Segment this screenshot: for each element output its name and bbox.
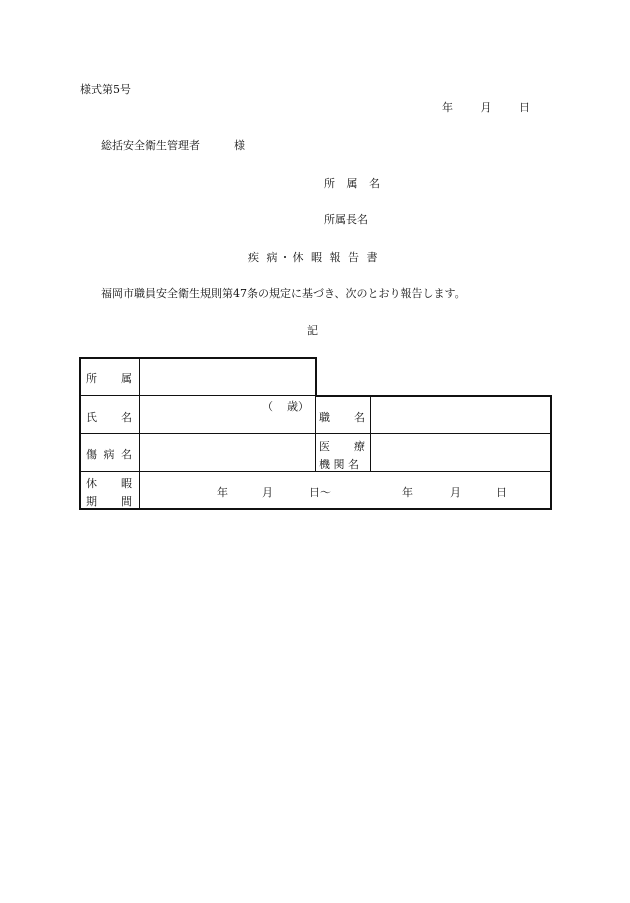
leave-to-month: 月 (450, 486, 461, 499)
age-unit: 歳） (287, 400, 309, 413)
illness-label-char1: 傷 (86, 448, 97, 461)
position-label-char1: 職 (319, 411, 330, 424)
body-text: 福岡市職員安全衛生規則第47条の規定に基づき、次のとおり報告します。 (101, 287, 466, 300)
recipient-title: 総括安全衛生管理者 (101, 139, 200, 152)
affiliation-name-label: 所 属 名 (324, 177, 384, 190)
col-divider-label (139, 357, 140, 510)
illness-label-char3: 名 (121, 448, 132, 461)
row-divider-1 (79, 395, 316, 396)
recipient-honorific: 様 (234, 139, 245, 152)
leave-period-label (86, 475, 132, 509)
leave-label-char2: 暇 (121, 477, 132, 490)
illness-label-char2: 病 (103, 448, 115, 461)
header-date (442, 99, 530, 115)
leave-period-value[interactable] (141, 473, 549, 507)
illness-value[interactable] (141, 435, 314, 470)
illness-label (86, 446, 132, 462)
medical-institution-value[interactable] (372, 435, 549, 470)
medical-institution-label (319, 438, 365, 472)
affiliation-label-char1: 所 (86, 372, 97, 385)
position-label (319, 409, 365, 425)
recipient (101, 137, 245, 153)
col-divider-mid (315, 395, 316, 471)
affiliation-label-char2: 属 (121, 372, 132, 385)
row-divider-3 (79, 471, 552, 472)
position-label-char2: 名 (354, 411, 365, 424)
medical-label-char1: 医 (319, 440, 330, 453)
name-label (86, 409, 132, 425)
leave-from-year: 年 (217, 486, 228, 499)
document-title: 疾 病・休 暇 報 告 書 (248, 251, 380, 264)
leave-label-char1: 休 (86, 477, 97, 490)
affiliation-head-label: 所属長名 (324, 213, 368, 226)
table-border-right (550, 395, 552, 510)
col-divider-right-label (370, 395, 371, 471)
ki-label: 記 (307, 324, 318, 337)
form-number: 様式第5号 (80, 83, 131, 96)
age-open-paren: （ (262, 400, 273, 413)
affiliation-value[interactable] (141, 359, 314, 394)
age-field (262, 398, 309, 414)
header-date-year: 年 (442, 101, 453, 114)
position-value[interactable] (372, 397, 549, 432)
table-border-step (315, 357, 317, 396)
header-date-day: 日 (519, 101, 530, 114)
medical-label-line2: 機 関 名 (319, 458, 359, 471)
table-border-bottom (79, 508, 552, 510)
leave-from-day: 日～ (309, 486, 331, 499)
affiliation-label (86, 370, 132, 386)
name-label-char1: 氏 (86, 411, 97, 424)
report-form-table (79, 357, 552, 510)
leave-label-char3: 期 (86, 495, 97, 508)
name-label-char2: 名 (121, 411, 132, 424)
leave-label-char4: 間 (121, 495, 132, 508)
medical-label-char2: 療 (354, 440, 365, 453)
leave-to-year: 年 (402, 486, 413, 499)
leave-from-month: 月 (262, 486, 273, 499)
header-date-month: 月 (480, 101, 492, 114)
leave-to-day: 日 (496, 486, 507, 499)
